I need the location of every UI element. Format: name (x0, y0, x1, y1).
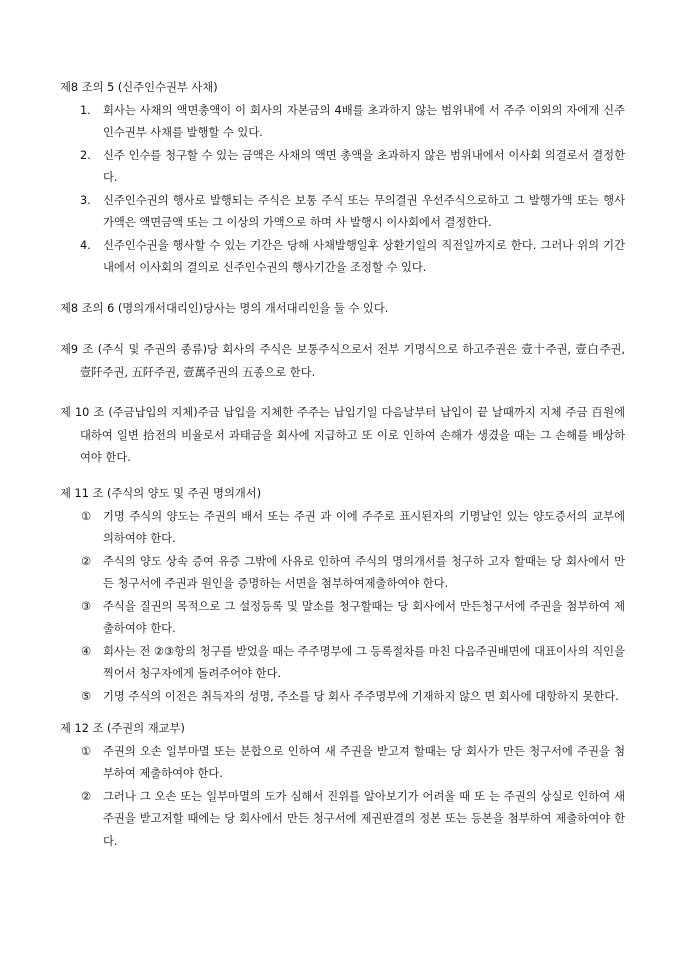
item-text: 신주 인수를 청구할 수 있는 금액은 사채의 액면 총액을 초과하지 않은 범위내에서 이사회 의결로서 결정한다. (103, 148, 625, 184)
list-item (60, 506, 625, 551)
article-items (60, 741, 625, 854)
item-number: ① (81, 744, 92, 758)
article-10 (60, 402, 625, 470)
item-number: ② (81, 554, 92, 568)
list-item (60, 235, 625, 280)
list-item (60, 145, 625, 190)
article-heading: 제8 조의 5 (신주인수권부 사채) (60, 81, 218, 94)
article-text: 제 10 조 (주금납입의 지체)주금 납입을 지체한 주주는 납입기일 다음날부터 납입이 끝 날때까지 지체 주금 百원에 대하여 일변 拾전의 비율로서 과태금을 회사에 지급하고 또 이로 인하여 손해가 생겼을 때는 그 손해를 배상하여야 한다. (60, 406, 625, 464)
item-number: ① (81, 509, 92, 523)
article-heading: 제 12 조 (주권의 재교부) (60, 722, 185, 735)
list-item (60, 596, 625, 641)
item-text: 신주인수권의 행사로 발행되는 주식은 보통 주식 또는 무의결권 우선주식으로하고 그 발행가액 또는 행사가액은 액면금액 또는 그 이상의 가액으로 하며 사 발행시 이사회에서 결정한다. (103, 193, 625, 229)
item-number: ④ (81, 644, 92, 658)
item-text: 신주인수권을 행사할 수 있는 기간은 당해 사채발행일후 상환기일의 직전일까지로 한다. 그러나 위의 기간내에서 이사회의 결의로 신주인수권의 행사기간을 조정할 수 있다. (103, 238, 625, 274)
article-8-5 (60, 77, 625, 280)
list-item (60, 741, 625, 786)
article-heading: 제 11 조 (주식의 양도 및 주권 명의개서) (60, 487, 262, 500)
item-text: 기명 주식의 이전은 취득자의 성명, 주소를 당 회사 주주명부에 기재하지 않으 면 회사에 대항하지 못한다. (103, 689, 619, 703)
article-items (60, 506, 625, 709)
article-12 (60, 718, 625, 853)
item-number: 3. (80, 193, 91, 207)
article-8-6 (60, 298, 625, 321)
item-text: 회사는 전 ②③항의 청구를 받었을 때는 주주명부에 그 등록절차를 마친 다음주권배면에 대표이사의 직인을 찍어서 청구자에게 돌려주어야 한다. (103, 644, 625, 680)
list-item (60, 100, 625, 145)
list-item (60, 786, 625, 854)
item-text: 주권의 오손 일부마멸 또는 분합으로 인하여 새 주권을 받고져 할때는 당 회사가 만든 청구서에 주권을 첨부하여 제출하여야 한다. (103, 744, 625, 780)
item-number: 1. (80, 103, 91, 117)
list-item (60, 551, 625, 596)
item-text: 주식의 양도 상속 증여 유증 그밖에 사유로 인하여 주식의 명의개서를 청구하 고자 할때는 당 회사에서 만든 청구서에 주권과 원인을 증명하는 서면을 첨부하여제출하여야 한다. (103, 554, 625, 590)
item-number: ② (81, 789, 92, 803)
article-text: 제8 조의 6 (명의개서대리인)당사는 명의 개서대리인을 둘 수 있다. (60, 302, 389, 315)
article-11 (60, 483, 625, 708)
item-text: 그러나 그 오손 또는 일부마멸의 도가 심해서 진위를 알아보기가 어려울 때 또 는 주권의 상실로 인하여 새 주권을 받고저할 때에는 당 회사에서 만든 청구서에 제권판결의 정본 또는 등본을 첨부하여 제출하여야 한다. (103, 789, 625, 848)
list-item (60, 190, 625, 235)
article-items (60, 100, 625, 280)
item-number: 2. (80, 148, 91, 162)
item-text: 회사는 사채의 액면총액이 이 회사의 자본금의 4배를 초과하지 않는 범위내에 서 주주 이외의 자에게 신주인수권부 사채를 발행할 수 있다. (103, 103, 625, 139)
item-number: ③ (81, 599, 92, 613)
article-9 (60, 339, 625, 384)
list-item (60, 686, 625, 709)
item-text: 주식을 질권의 목적으로 그 설정등록 및 말소를 청구할때는 당 회사에서 만든청구서에 주권을 첨부하여 제출하여야 한다. (103, 599, 625, 635)
list-item (60, 641, 625, 686)
item-text: 기명 주식의 양도는 주권의 배서 또는 주권 과 이에 주주로 표시된자의 기명날인 있는 양도증서의 교부에 의하여야 한다. (103, 509, 625, 545)
item-number: 4. (80, 238, 91, 252)
item-number: ⑤ (81, 689, 92, 703)
article-text: 제9 조 (주식 및 주권의 종류)당 회사의 주식은 보통주식으로서 전부 기명식으로 하고주권은 壹十주권, 壹白주권, 壹阡주권, 五阡주권, 壹萬주권의 五종으로 한다. (60, 343, 625, 379)
